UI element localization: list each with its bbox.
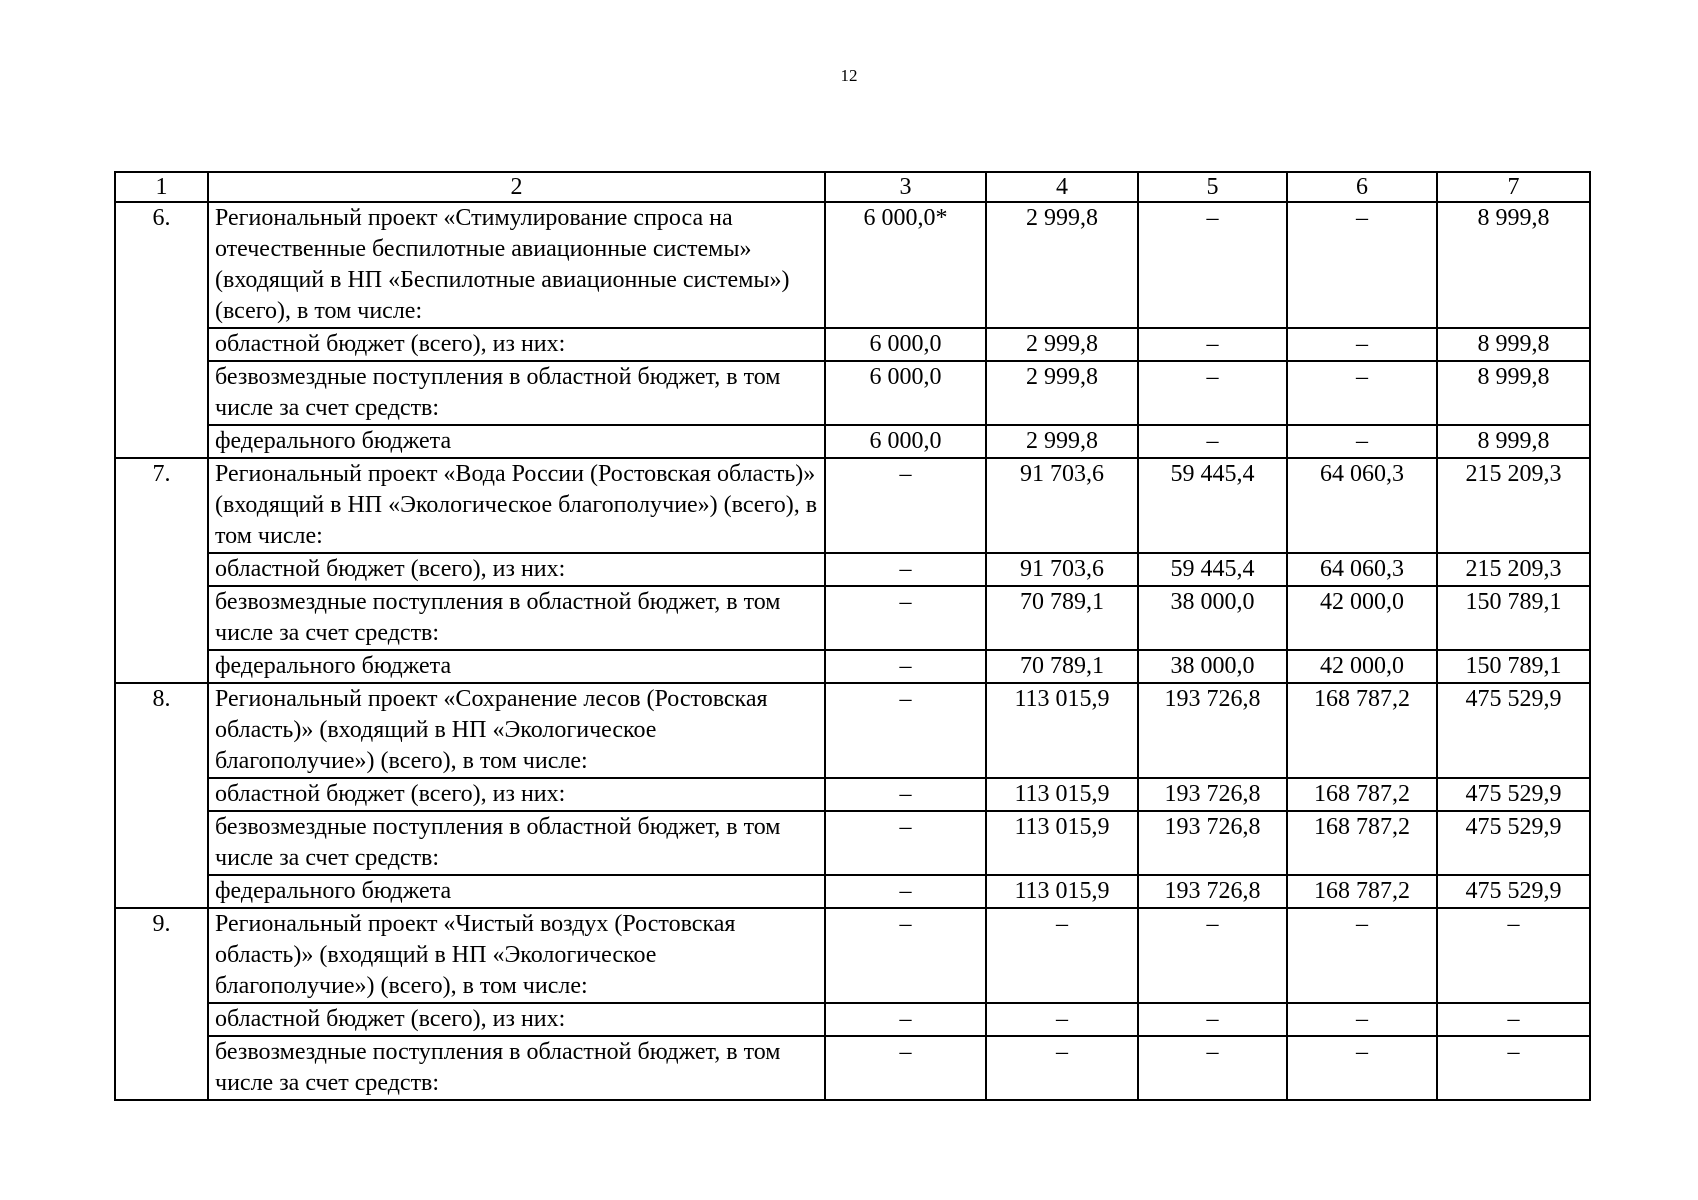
value-cell: 8 999,8 (1437, 328, 1590, 361)
value-cell: – (825, 1003, 986, 1036)
value-cell: 42 000,0 (1287, 586, 1437, 650)
table-row (115, 328, 1590, 361)
table-row (115, 1003, 1590, 1036)
row-label: федерального бюджета (208, 650, 825, 683)
row-number: 6. (115, 202, 208, 458)
value-cell: – (1287, 328, 1437, 361)
value-cell: 38 000,0 (1138, 650, 1287, 683)
value-cell: – (825, 458, 986, 553)
table-row (115, 553, 1590, 586)
value-cell: 8 999,8 (1437, 202, 1590, 328)
row-label: безвозмездные поступления в областной бюджет, в том числе за счет средств: (208, 586, 825, 650)
value-cell: – (825, 586, 986, 650)
table-row (115, 425, 1590, 458)
value-cell: 193 726,8 (1138, 811, 1287, 875)
row-label: Региональный проект «Стимулирование спроса на отечественные беспилотные авиационные системы» (входящий в НП «Беспилотные авиационные системы») (всего), в том числе: (208, 202, 825, 328)
row-label: областной бюджет (всего), из них: (208, 778, 825, 811)
header-cell: 3 (825, 172, 986, 202)
value-cell: 113 015,9 (986, 778, 1138, 811)
value-cell: – (825, 683, 986, 778)
value-cell: – (1138, 1003, 1287, 1036)
header-cell: 7 (1437, 172, 1590, 202)
value-cell: 70 789,1 (986, 586, 1138, 650)
row-number: 7. (115, 458, 208, 683)
row-label: Региональный проект «Сохранение лесов (Ростовская область)» (входящий в НП «Экологическое благополучие») (всего), в том числе: (208, 683, 825, 778)
value-cell: 150 789,1 (1437, 650, 1590, 683)
row-label: безвозмездные поступления в областной бюджет, в том числе за счет средств: (208, 811, 825, 875)
value-cell: – (825, 650, 986, 683)
value-cell: 168 787,2 (1287, 778, 1437, 811)
value-cell: – (1437, 908, 1590, 1003)
value-cell: 168 787,2 (1287, 811, 1437, 875)
value-cell: 193 726,8 (1138, 875, 1287, 908)
table-row (115, 1036, 1590, 1100)
value-cell: 64 060,3 (1287, 458, 1437, 553)
value-cell: 91 703,6 (986, 553, 1138, 586)
value-cell: 6 000,0 (825, 328, 986, 361)
value-cell: 2 999,8 (986, 202, 1138, 328)
value-cell: – (1138, 361, 1287, 425)
value-cell: – (825, 778, 986, 811)
value-cell: – (986, 1036, 1138, 1100)
value-cell: – (986, 1003, 1138, 1036)
value-cell: 6 000,0 (825, 361, 986, 425)
value-cell: 42 000,0 (1287, 650, 1437, 683)
table-row (115, 458, 1590, 553)
table-row (115, 361, 1590, 425)
value-cell: – (825, 811, 986, 875)
budget-table (114, 171, 1591, 1101)
value-cell: – (986, 908, 1138, 1003)
value-cell: 2 999,8 (986, 425, 1138, 458)
value-cell: 59 445,4 (1138, 458, 1287, 553)
row-label: Региональный проект «Чистый воздух (Ростовская область)» (входящий в НП «Экологическое благополучие») (всего), в том числе: (208, 908, 825, 1003)
value-cell: 215 209,3 (1437, 458, 1590, 553)
value-cell: – (825, 1036, 986, 1100)
value-cell: 475 529,9 (1437, 683, 1590, 778)
value-cell: 8 999,8 (1437, 425, 1590, 458)
value-cell: 193 726,8 (1138, 778, 1287, 811)
header-cell: 5 (1138, 172, 1287, 202)
table-row (115, 778, 1590, 811)
table-row (115, 586, 1590, 650)
header-cell: 4 (986, 172, 1138, 202)
value-cell: 168 787,2 (1287, 875, 1437, 908)
value-cell: – (1138, 328, 1287, 361)
table-header-row (115, 172, 1590, 202)
value-cell: 215 209,3 (1437, 553, 1590, 586)
value-cell: – (1138, 1036, 1287, 1100)
value-cell: – (825, 875, 986, 908)
value-cell: – (825, 908, 986, 1003)
value-cell: – (1138, 425, 1287, 458)
row-label: безвозмездные поступления в областной бюджет, в том числе за счет средств: (208, 361, 825, 425)
row-label: федерального бюджета (208, 425, 825, 458)
value-cell: 6 000,0 (825, 425, 986, 458)
value-cell: – (825, 553, 986, 586)
value-cell: 64 060,3 (1287, 553, 1437, 586)
value-cell: 193 726,8 (1138, 683, 1287, 778)
value-cell: 70 789,1 (986, 650, 1138, 683)
value-cell: 113 015,9 (986, 811, 1138, 875)
value-cell: 59 445,4 (1138, 553, 1287, 586)
header-cell: 2 (208, 172, 825, 202)
value-cell: 475 529,9 (1437, 811, 1590, 875)
value-cell: 113 015,9 (986, 683, 1138, 778)
value-cell: – (1287, 1036, 1437, 1100)
value-cell: 475 529,9 (1437, 778, 1590, 811)
table-row (115, 650, 1590, 683)
table-row (115, 811, 1590, 875)
value-cell: 2 999,8 (986, 361, 1138, 425)
table-row (115, 908, 1590, 1003)
row-label: безвозмездные поступления в областной бюджет, в том числе за счет средств: (208, 1036, 825, 1100)
row-label: областной бюджет (всего), из них: (208, 1003, 825, 1036)
value-cell: 168 787,2 (1287, 683, 1437, 778)
value-cell: – (1138, 202, 1287, 328)
table-row (115, 683, 1590, 778)
value-cell: 2 999,8 (986, 328, 1138, 361)
value-cell: – (1138, 908, 1287, 1003)
value-cell: – (1287, 908, 1437, 1003)
row-number: 8. (115, 683, 208, 908)
row-label: Региональный проект «Вода России (Ростовская область)» (входящий в НП «Экологическое благополучие») (всего), в том числе: (208, 458, 825, 553)
table-row (115, 202, 1590, 328)
row-number: 9. (115, 908, 208, 1100)
value-cell: – (1287, 425, 1437, 458)
header-cell: 1 (115, 172, 208, 202)
value-cell: 113 015,9 (986, 875, 1138, 908)
value-cell: 8 999,8 (1437, 361, 1590, 425)
value-cell: – (1437, 1036, 1590, 1100)
value-cell: 91 703,6 (986, 458, 1138, 553)
row-label: областной бюджет (всего), из них: (208, 328, 825, 361)
value-cell: 6 000,0* (825, 202, 986, 328)
table-row (115, 875, 1590, 908)
page-number: 12 (840, 66, 858, 85)
value-cell: – (1287, 1003, 1437, 1036)
value-cell: 38 000,0 (1138, 586, 1287, 650)
value-cell: 150 789,1 (1437, 586, 1590, 650)
value-cell: – (1287, 202, 1437, 328)
header-cell: 6 (1287, 172, 1437, 202)
row-label: федерального бюджета (208, 875, 825, 908)
row-label: областной бюджет (всего), из них: (208, 553, 825, 586)
value-cell: 475 529,9 (1437, 875, 1590, 908)
value-cell: – (1287, 361, 1437, 425)
value-cell: – (1437, 1003, 1590, 1036)
